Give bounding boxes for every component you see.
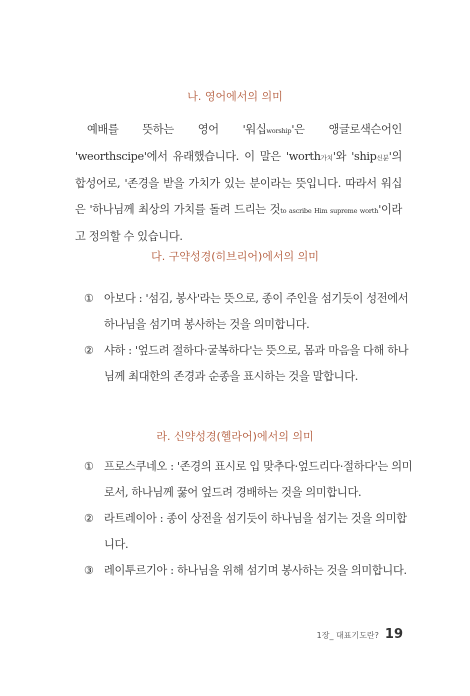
item-text: 레이투르기아 : 하나님을 위해 섬기며 봉사하는 것을 의미합니다. [104,564,407,577]
section-heading-old-testament: 다. 구약성경(히브리어)에서의 의미 [151,250,319,263]
chapter-label: 1장_ 대표기도란? [316,631,379,640]
list-item [84,506,414,558]
page-number: 19 [384,627,403,642]
english-meaning-paragraph: 예배를 뜻하는 영어 '워십worship'은 앵글로색슨어인 'weorthscipe'에서 유래했습니다. 이 말은 'worth가치'와 'ship신분'의 합성어로, '존경을 받을 가치가 있는 분이라는 뜻입니다. 따라서 워십은 '하나님께 최상의 가치를 돌려 드리는 것to ascribe Him supreme worth'이라고 정의할 수 있습니다. [75,123,402,243]
list-item [84,558,414,584]
item-text: 프로스쿠네오 : '존경의 표시로 입 맞추다·엎드리다·절하다'는 의미로서, 하나님께 꿇어 엎드려 경배하는 것을 의미합니다. [104,460,413,499]
old-testament-list [84,286,414,390]
item-number: ③ [84,564,94,577]
new-testament-list [84,454,414,584]
item-number: ① [84,292,94,305]
section-heading-english: 나. 영어에서의 의미 [187,90,283,103]
item-number: ② [84,344,94,357]
page-footer [317,627,403,642]
section-heading-new-testament: 라. 신약성경(헬라어)에서의 의미 [156,430,314,443]
item-text: 라트레이아 : 종이 상전을 섬기듯이 하나님을 섬기는 것을 의미합니다. [104,512,407,551]
item-text: 아보다 : '섬김, 봉사'라는 뜻으로, 종이 주인을 섬기듯이 성전에서 하나님을 섬기며 봉사하는 것을 의미합니다. [104,292,409,331]
item-text: 샤하 : '엎드려 절하다·굴복하다'는 뜻으로, 몸과 마음을 다해 하나님께 최대한의 존경과 순종을 표시하는 것을 말합니다. [104,344,409,383]
item-number: ② [84,512,94,525]
list-item [84,286,414,338]
list-item [84,454,414,506]
list-item [84,338,414,390]
item-number: ① [84,460,94,473]
